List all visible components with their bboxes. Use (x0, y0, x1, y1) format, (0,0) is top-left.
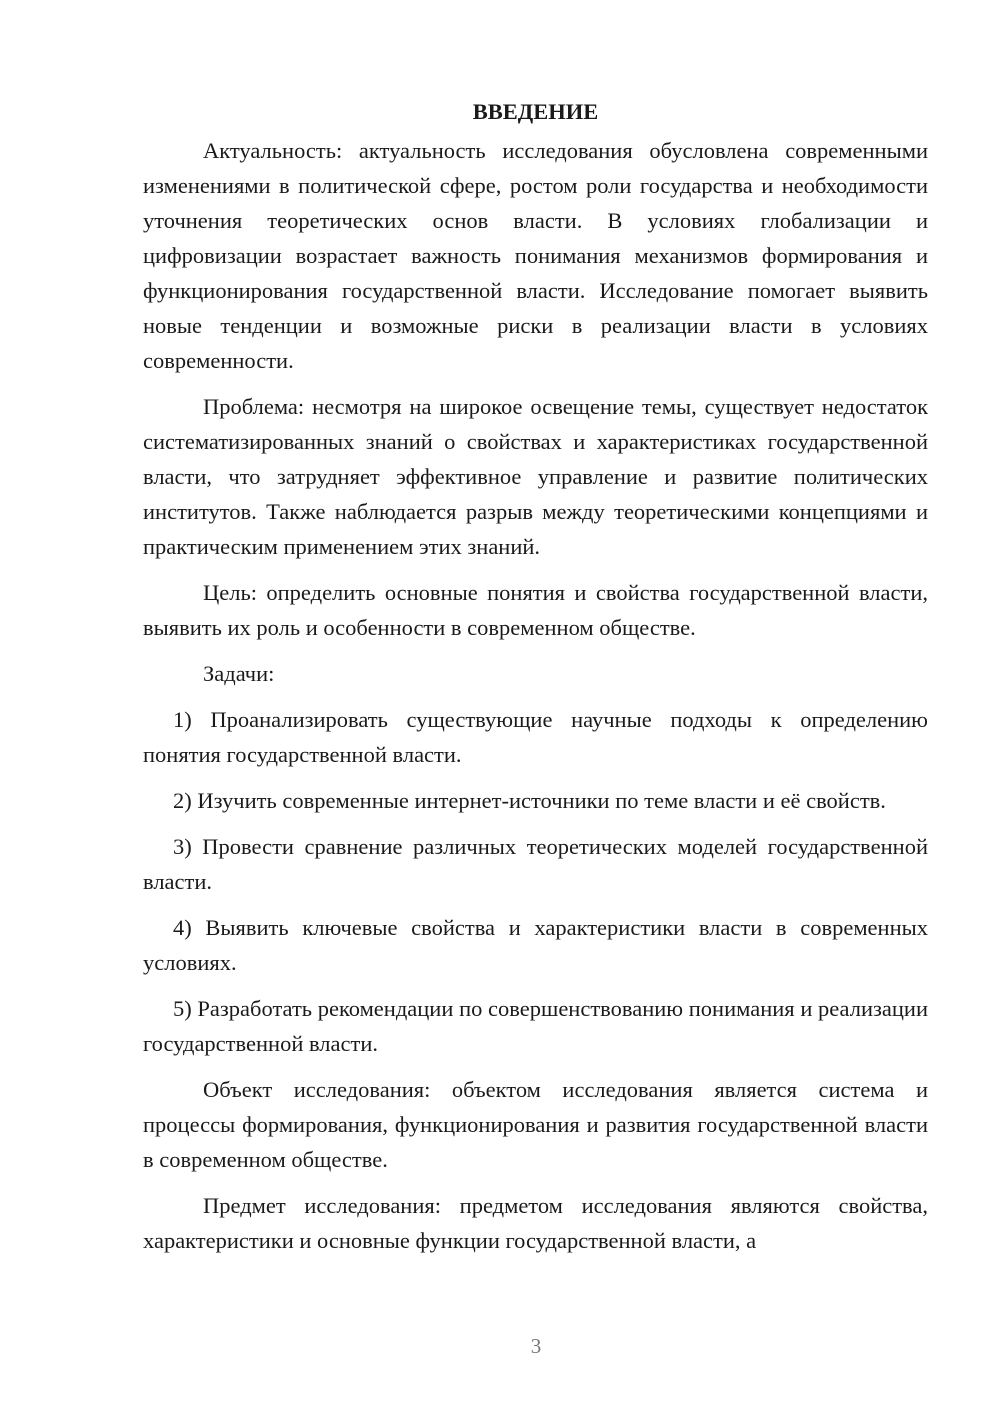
tasks-heading: Задачи: (203, 661, 275, 686)
paragraph-problem: Проблема: несмотря на широкое освещение темы, существует недостаток систематизированных знаний о свойствах и характеристиках государственной власти, что затрудняет эффективное управление и развитие политических институтов. Также наблюдается разрыв между теоретическими концепциями и практическим применением этих знаний. (143, 394, 928, 559)
section-title: ВВЕДЕНИЕ (472, 99, 599, 124)
task-item-5: 5) Разработать рекомендации по совершенствованию понимания и реализации государственной власти. (143, 996, 928, 1056)
task-item-4: 4) Выявить ключевые свойства и характеристики власти в современных условиях. (143, 915, 928, 975)
task-item-2: 2) Изучить современные интернет-источники по теме власти и её свойств. (173, 788, 886, 813)
paragraph-goal: Цель: определить основные понятия и свойства государственной власти, выявить их роль и особенности в современном обществе. (143, 580, 928, 640)
paragraph-subject: Предмет исследования: предметом исследования являются свойства, характеристики и основные функции государственной власти, а (143, 1193, 928, 1253)
task-item-1: 1) Проанализировать существующие научные подходы к определению понятия государственной власти. (143, 707, 928, 767)
document-body (143, 94, 928, 1269)
paragraph-object: Объект исследования: объектом исследования является система и процессы формирования, функционирования и развития государственной власти в современном обществе. (143, 1077, 928, 1172)
task-item-3: 3) Провести сравнение различных теоретических моделей государственной власти. (143, 834, 928, 894)
page-number: 3 (530, 1334, 542, 1358)
paragraph-relevance: Актуальность: актуальность исследования обусловлена современными изменениями в политической сфере, ростом роли государства и необходимости уточнения теоретических основ власти. В условиях глобализации и цифровизации возрастает важность понимания механизмов формирования и функционирования государственной власти. Исследование помогает выявить новые тенденции и возможные риски в реализации власти в условиях современности. (143, 138, 928, 373)
